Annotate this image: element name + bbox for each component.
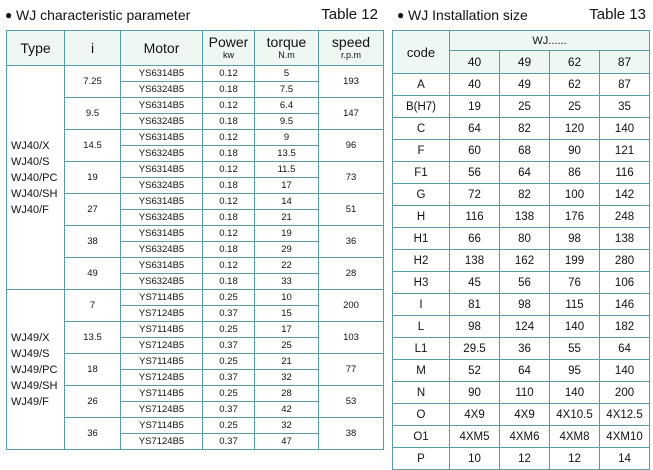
ratio-cell: 18: [65, 354, 121, 386]
value-cell: 4XM8: [550, 426, 600, 448]
table-row: [393, 338, 650, 360]
installation-size-table: [392, 30, 650, 470]
power-cell: 0.37: [203, 434, 255, 450]
speed-cell: 103: [319, 322, 384, 354]
value-cell: 4XM10: [600, 426, 650, 448]
torque-cell: 14: [255, 194, 319, 210]
ratio-cell: 9.5: [65, 98, 121, 130]
value-cell: 25: [500, 96, 550, 118]
table-row: [393, 184, 650, 206]
code-cell: N: [393, 382, 450, 404]
table-row: [393, 228, 650, 250]
table13-header-row: [393, 31, 650, 51]
value-cell: 64: [450, 118, 500, 140]
speed-header: [319, 31, 384, 66]
torque-cell: 47: [255, 434, 319, 450]
table12-label: Table 12: [321, 6, 378, 23]
power-cell: 0.12: [203, 194, 255, 210]
value-cell: 40: [450, 74, 500, 96]
table-row: [393, 294, 650, 316]
motor-cell: YS6324B5: [121, 146, 203, 162]
power-cell: 0.18: [203, 242, 255, 258]
ratio-header: i: [65, 31, 121, 66]
torque-cell: 21: [255, 354, 319, 370]
power-cell: 0.18: [203, 114, 255, 130]
power-cell: 0.37: [203, 338, 255, 354]
value-cell: 82: [500, 184, 550, 206]
value-cell: 72: [450, 184, 500, 206]
ratio-cell: 36: [65, 418, 121, 450]
code-cell: G: [393, 184, 450, 206]
speed-cell: 51: [319, 194, 384, 226]
table-row: [393, 96, 650, 118]
value-cell: 86: [550, 162, 600, 184]
value-cell: 82: [500, 118, 550, 140]
value-cell: 138: [450, 250, 500, 272]
speed-cell: 200: [319, 290, 384, 322]
ratio-cell: 13.5: [65, 322, 121, 354]
speed-unit: r.p.m: [340, 50, 361, 60]
table-row: [393, 404, 650, 426]
motor-cell: YS6314B5: [121, 194, 203, 210]
power-cell: 0.18: [203, 146, 255, 162]
speed-cell: 77: [319, 354, 384, 386]
motor-cell: YS7114B5: [121, 386, 203, 402]
value-cell: 64: [600, 338, 650, 360]
value-cell: 90: [550, 140, 600, 162]
table13-title: WJ Installation size: [408, 7, 528, 23]
value-cell: 162: [500, 250, 550, 272]
speed-cell: 53: [319, 386, 384, 418]
power-cell: 0.37: [203, 306, 255, 322]
value-cell: 76: [550, 272, 600, 294]
value-cell: 12: [500, 448, 550, 470]
value-cell: 4XM6: [500, 426, 550, 448]
motor-cell: YS7114B5: [121, 354, 203, 370]
power-header: [203, 31, 255, 66]
table-row: [7, 66, 384, 82]
value-cell: 138: [500, 206, 550, 228]
torque-cell: 32: [255, 370, 319, 386]
value-cell: 4X9: [500, 404, 550, 426]
value-cell: 124: [500, 316, 550, 338]
table12-title: WJ characteristic parameter: [16, 7, 191, 23]
table-row: [393, 316, 650, 338]
type-cell: WJ40/X WJ40/S WJ40/PC WJ40/SH WJ40/F: [7, 66, 65, 290]
model-header: WJ......: [450, 31, 650, 51]
power-cell: 0.12: [203, 162, 255, 178]
table-row: [393, 272, 650, 294]
value-cell: 10: [450, 448, 500, 470]
power-cell: 0.12: [203, 130, 255, 146]
ratio-cell: 27: [65, 194, 121, 226]
motor-cell: YS6324B5: [121, 274, 203, 290]
motor-cell: YS6314B5: [121, 258, 203, 274]
value-cell: 81: [450, 294, 500, 316]
torque-cell: 17: [255, 178, 319, 194]
motor-cell: YS7114B5: [121, 290, 203, 306]
ratio-cell: 49: [65, 258, 121, 290]
size-header: 49: [500, 51, 550, 74]
value-cell: 68: [500, 140, 550, 162]
motor-cell: YS6324B5: [121, 114, 203, 130]
power-cell: 0.12: [203, 226, 255, 242]
table12-body: [7, 66, 384, 450]
motor-cell: YS6324B5: [121, 210, 203, 226]
speed-cell: 28: [319, 258, 384, 290]
type-header: Type: [7, 31, 65, 66]
torque-cell: 19: [255, 226, 319, 242]
value-cell: 100: [550, 184, 600, 206]
value-cell: 52: [450, 360, 500, 382]
value-cell: 138: [600, 228, 650, 250]
speed-cell: 193: [319, 66, 384, 98]
ratio-cell: 26: [65, 386, 121, 418]
motor-cell: YS7124B5: [121, 434, 203, 450]
value-cell: 12: [550, 448, 600, 470]
torque-header-label: torque: [266, 34, 307, 50]
power-cell: 0.25: [203, 386, 255, 402]
table12-caption: [0, 0, 384, 30]
power-cell: 0.12: [203, 258, 255, 274]
characteristic-parameter-table: [6, 30, 384, 450]
value-cell: 49: [500, 74, 550, 96]
power-cell: 0.25: [203, 418, 255, 434]
ratio-cell: 14.5: [65, 130, 121, 162]
value-cell: 98: [500, 294, 550, 316]
torque-cell: 17: [255, 322, 319, 338]
motor-cell: YS6314B5: [121, 66, 203, 82]
power-cell: 0.25: [203, 322, 255, 338]
torque-unit: N.m: [278, 50, 295, 60]
value-cell: 110: [500, 382, 550, 404]
value-cell: 87: [600, 74, 650, 96]
code-cell: I: [393, 294, 450, 316]
value-cell: 14: [600, 448, 650, 470]
motor-cell: YS7124B5: [121, 402, 203, 418]
table13-body: [393, 74, 650, 470]
value-cell: 106: [600, 272, 650, 294]
code-cell: P: [393, 448, 450, 470]
table-row: [393, 162, 650, 184]
power-cell: 0.18: [203, 210, 255, 226]
type-cell: WJ49/X WJ49/S WJ49/PC WJ49/SH WJ49/F: [7, 290, 65, 450]
torque-cell: 9.5: [255, 114, 319, 130]
power-cell: 0.37: [203, 402, 255, 418]
torque-cell: 28: [255, 386, 319, 402]
motor-cell: YS7124B5: [121, 306, 203, 322]
value-cell: 95: [550, 360, 600, 382]
value-cell: 4X12.5: [600, 404, 650, 426]
code-cell: O: [393, 404, 450, 426]
motor-cell: YS7114B5: [121, 322, 203, 338]
value-cell: 146: [600, 294, 650, 316]
speed-cell: 36: [319, 226, 384, 258]
table-row: [393, 74, 650, 96]
code-cell: F: [393, 140, 450, 162]
table-row: [393, 250, 650, 272]
value-cell: 140: [550, 316, 600, 338]
table12-header-row: [7, 31, 384, 66]
code-cell: B(H7): [393, 96, 450, 118]
value-cell: 90: [450, 382, 500, 404]
value-cell: 64: [500, 162, 550, 184]
motor-cell: YS6314B5: [121, 98, 203, 114]
motor-cell: YS7114B5: [121, 418, 203, 434]
value-cell: 140: [600, 360, 650, 382]
size-header: 62: [550, 51, 600, 74]
motor-cell: YS6324B5: [121, 178, 203, 194]
value-cell: 116: [450, 206, 500, 228]
table-row: [393, 118, 650, 140]
value-cell: 121: [600, 140, 650, 162]
value-cell: 98: [550, 228, 600, 250]
value-cell: 4X9: [450, 404, 500, 426]
torque-cell: 25: [255, 338, 319, 354]
torque-cell: 7.5: [255, 82, 319, 98]
installation-size-panel: [392, 0, 652, 465]
value-cell: 36: [500, 338, 550, 360]
torque-cell: 13.5: [255, 146, 319, 162]
value-cell: 66: [450, 228, 500, 250]
torque-cell: 11.5: [255, 162, 319, 178]
speed-cell: 147: [319, 98, 384, 130]
value-cell: 199: [550, 250, 600, 272]
table-row: [393, 448, 650, 470]
ratio-cell: 38: [65, 226, 121, 258]
value-cell: 45: [450, 272, 500, 294]
value-cell: 56: [500, 272, 550, 294]
torque-cell: 9: [255, 130, 319, 146]
motor-cell: YS6324B5: [121, 82, 203, 98]
value-cell: 176: [550, 206, 600, 228]
value-cell: 200: [600, 382, 650, 404]
motor-header: Motor: [121, 31, 203, 66]
value-cell: 120: [550, 118, 600, 140]
table-row: [393, 206, 650, 228]
torque-cell: 5: [255, 66, 319, 82]
value-cell: 115: [550, 294, 600, 316]
speed-cell: 96: [319, 130, 384, 162]
torque-cell: 42: [255, 402, 319, 418]
power-cell: 0.18: [203, 274, 255, 290]
code-cell: H: [393, 206, 450, 228]
code-cell: A: [393, 74, 450, 96]
torque-cell: 15: [255, 306, 319, 322]
code-cell: M: [393, 360, 450, 382]
value-cell: 60: [450, 140, 500, 162]
value-cell: 4X10.5: [550, 404, 600, 426]
value-cell: 182: [600, 316, 650, 338]
motor-cell: YS6314B5: [121, 162, 203, 178]
torque-cell: 29: [255, 242, 319, 258]
ratio-cell: 19: [65, 162, 121, 194]
code-cell: H1: [393, 228, 450, 250]
motor-cell: YS6314B5: [121, 130, 203, 146]
value-cell: 55: [550, 338, 600, 360]
table13-caption: [392, 0, 652, 30]
motor-cell: YS6324B5: [121, 242, 203, 258]
value-cell: 29.5: [450, 338, 500, 360]
value-cell: 25: [550, 96, 600, 118]
value-cell: 64: [500, 360, 550, 382]
torque-header: [255, 31, 319, 66]
table-row: [7, 290, 384, 306]
torque-cell: 22: [255, 258, 319, 274]
table-row: [393, 382, 650, 404]
motor-cell: YS6314B5: [121, 226, 203, 242]
table-row: [393, 140, 650, 162]
power-unit: kw: [223, 50, 234, 60]
value-cell: 98: [450, 316, 500, 338]
ratio-cell: 7: [65, 290, 121, 322]
bullet-icon: ●: [5, 8, 13, 22]
speed-header-label: speed: [331, 34, 371, 50]
table-row: [393, 426, 650, 448]
code-cell: L: [393, 316, 450, 338]
power-header-label: Power: [208, 34, 249, 50]
size-header: 40: [450, 51, 500, 74]
speed-cell: 73: [319, 162, 384, 194]
code-cell: C: [393, 118, 450, 140]
value-cell: 248: [600, 206, 650, 228]
value-cell: 80: [500, 228, 550, 250]
power-cell: 0.18: [203, 82, 255, 98]
motor-cell: YS7124B5: [121, 338, 203, 354]
code-cell: H3: [393, 272, 450, 294]
motor-cell: YS7124B5: [121, 370, 203, 386]
value-cell: 62: [550, 74, 600, 96]
power-cell: 0.18: [203, 178, 255, 194]
power-cell: 0.25: [203, 290, 255, 306]
value-cell: 140: [550, 382, 600, 404]
ratio-cell: 7.25: [65, 66, 121, 98]
table-row: [393, 360, 650, 382]
table13-label: Table 13: [589, 6, 646, 23]
value-cell: 116: [600, 162, 650, 184]
value-cell: 280: [600, 250, 650, 272]
value-cell: 19: [450, 96, 500, 118]
power-cell: 0.12: [203, 66, 255, 82]
value-cell: 4XM5: [450, 426, 500, 448]
code-cell: H2: [393, 250, 450, 272]
power-cell: 0.25: [203, 354, 255, 370]
torque-cell: 6.4: [255, 98, 319, 114]
torque-cell: 33: [255, 274, 319, 290]
size-header: 87: [600, 51, 650, 74]
value-cell: 56: [450, 162, 500, 184]
power-cell: 0.12: [203, 98, 255, 114]
bullet-icon: ●: [397, 8, 405, 22]
torque-cell: 21: [255, 210, 319, 226]
code-header: code: [393, 31, 450, 74]
power-cell: 0.37: [203, 370, 255, 386]
code-cell: L1: [393, 338, 450, 360]
code-cell: F1: [393, 162, 450, 184]
torque-cell: 10: [255, 290, 319, 306]
torque-cell: 32: [255, 418, 319, 434]
value-cell: 140: [600, 118, 650, 140]
speed-cell: 38: [319, 418, 384, 450]
code-cell: O1: [393, 426, 450, 448]
value-cell: 35: [600, 96, 650, 118]
value-cell: 142: [600, 184, 650, 206]
